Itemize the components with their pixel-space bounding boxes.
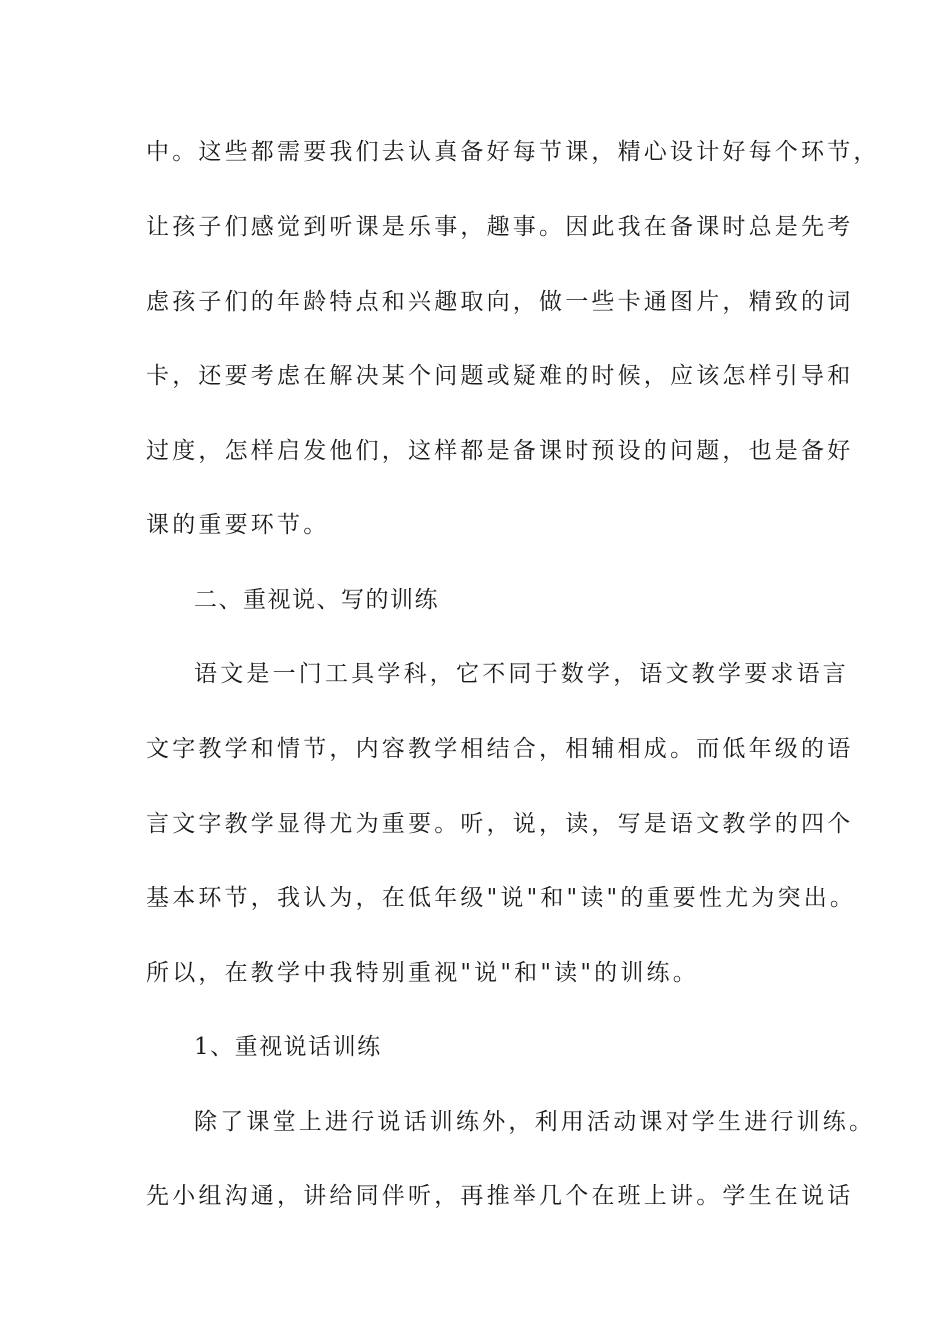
paragraph-line: 卡，还要考虑在解决某个问题或疑难的时候，应该怎样引导和 — [146, 363, 854, 389]
paragraph-line: 言文字教学显得尤为重要。听，说，读，写是语文教学的四个 — [146, 811, 854, 837]
paragraph-line: 中。这些都需要我们去认真备好每节课，精心设计好每个环节， — [146, 139, 880, 165]
section-heading: 二、重视说、写的训练 — [194, 587, 439, 613]
paragraph-line: 语文是一门工具学科，它不同于数学，语文教学要求语言 — [194, 661, 849, 687]
paragraph-line: 过度，怎样启发他们，这样都是备课时预设的问题，也是备好 — [146, 438, 854, 464]
paragraph-line: 除了课堂上进行说话训练外，利用活动课对学生进行训练。 — [194, 1109, 876, 1135]
subsection-heading: 1、重视说话训练 — [194, 1034, 382, 1060]
paragraph-line: 基本环节，我认为，在低年级"说"和"读"的重要性尤为突出。 — [146, 885, 857, 911]
paragraph-line: 虑孩子们的年龄特点和兴趣取向，做一些卡通图片，精致的词 — [146, 289, 854, 315]
paragraph-line: 课的重要环节。 — [146, 512, 330, 538]
paragraph-line: 先小组沟通，讲给同伴听，再推举几个在班上讲。学生在说话 — [146, 1183, 854, 1209]
paragraph-line: 所以，在教学中我特别重视"说"和"读"的训练。 — [146, 960, 699, 986]
paragraph-line: 文字教学和情节，内容教学相结合，相辅相成。而低年级的语 — [146, 736, 854, 762]
paragraph-line: 让孩子们感觉到听课是乐事，趣事。因此我在备课时总是先考 — [146, 214, 854, 240]
